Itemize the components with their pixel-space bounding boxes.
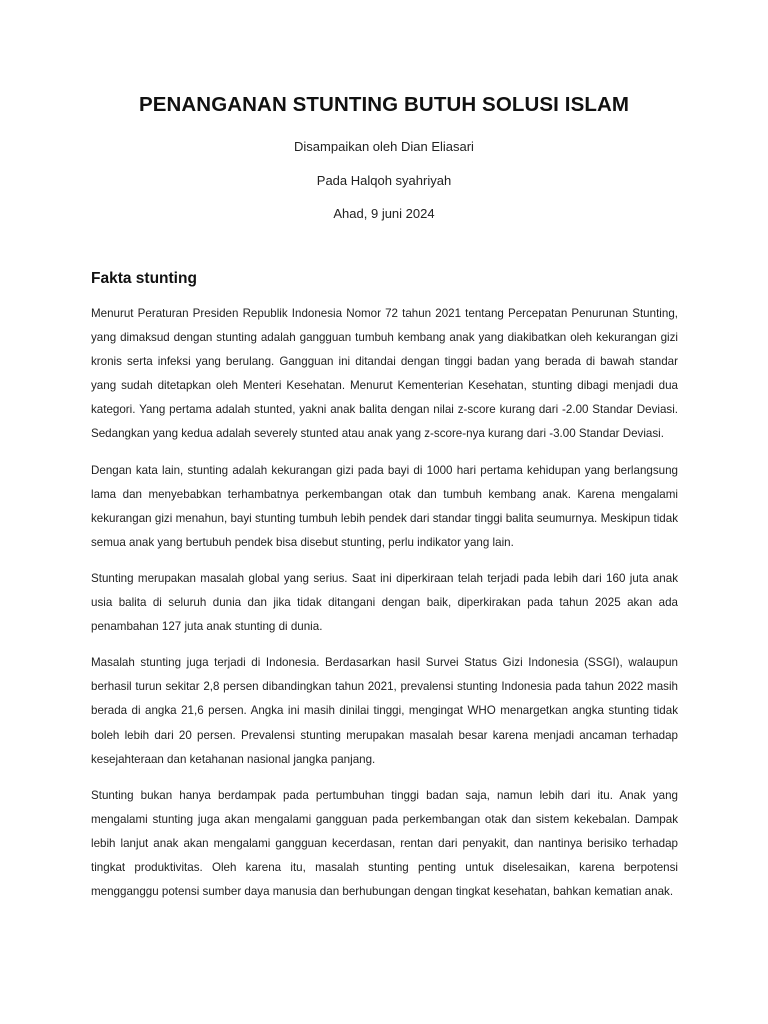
date-line: Ahad, 9 juni 2024 <box>333 206 435 221</box>
document-title: PENANGANAN STUNTING BUTUH SOLUSI ISLAM <box>138 93 630 116</box>
paragraph: Menurut Peraturan Presiden Republik Indonesia Nomor 72 tahun 2021 tentang Percepatan Penurunan Stunting, yang dimaksud dengan stunting adalah gangguan tumbuh kembang anak yang diakibatkan oleh kekurangan gizi kronis serta infeksi yang berulang. Gangguan ini ditandai dengan tinggi badan yang berada di bawah standar yang sudah ditetapkan oleh Menteri Kesehatan. Menurut Kementerian Kesehatan, stunting dibagi menjadi dua kategori. Yang pertama adalah stunted, yakni anak balita dengan nilai z-score kurang dari -2.00 Standar Deviasi. Sedangkan yang kedua adalah severely stunted atau anak yang z-score-nya kurang dari -3.00 Standar Deviasi. <box>91 307 678 441</box>
paragraph: Stunting bukan hanya berdampak pada pertumbuhan tinggi badan saja, namun lebih dari itu. Anak yang mengalami stunting juga akan mengalami gangguan pada perkembangan otak dan sistem kekebalan. Dampak lebih lanjut anak akan mengalami gangguan kecerdasan, rentan dari penyakit, dan nantinya berisiko terhadap tingkat produktivitas. Oleh karena itu, masalah stunting penting untuk diselesaikan, karena berpotensi mengganggu potensi sumber daya manusia dan berhubungan dengan tingkat kesehatan, bahkan kematian anak. <box>91 788 678 899</box>
paragraph: Dengan kata lain, stunting adalah kekurangan gizi pada bayi di 1000 hari pertama kehidupan yang berlangsung lama dan menyebabkan terhambatnya perkembangan otak dan tumbuh kembang anak. Karena mengalami kekurangan gizi menahun, bayi stunting tumbuh lebih pendek dari standar tinggi balita seumurnya. Meskipun tidak semua anak yang bertubuh pendek bisa disebut stunting, perlu indikator yang lain. <box>91 463 678 549</box>
document-body <box>91 302 678 904</box>
section-heading: Fakta stunting <box>91 270 197 287</box>
paragraph: Masalah stunting juga terjadi di Indonesia. Berdasarkan hasil Survei Status Gizi Indonesia (SSGI), walaupun berhasil turun sekitar 2,8 persen dibandingkan tahun 2021, prevalensi stunting Indonesia pada tahun 2022 masih berada di angka 21,6 persen. Angka ini masih dinilai tinggi, mengingat WHO menargetkan angka stunting tidak boleh lebih dari 20 persen. Prevalensi stunting merupakan masalah besar karena menjadi ancaman terhadap kesejahteraan dan ketahanan nasional jangka panjang. <box>91 656 678 766</box>
event-line: Pada Halqoh syahriyah <box>316 173 452 188</box>
presenter-line: Disampaikan oleh Dian Eliasari <box>294 139 474 154</box>
paragraph: Stunting merupakan masalah global yang serius. Saat ini diperkiraan telah terjadi pada lebih dari 160 juta anak usia balita di seluruh dunia dan jika tidak ditangani dengan baik, diperkirakan pada tahun 2025 akan ada penambahan 127 juta anak stunting di dunia. <box>91 571 678 634</box>
